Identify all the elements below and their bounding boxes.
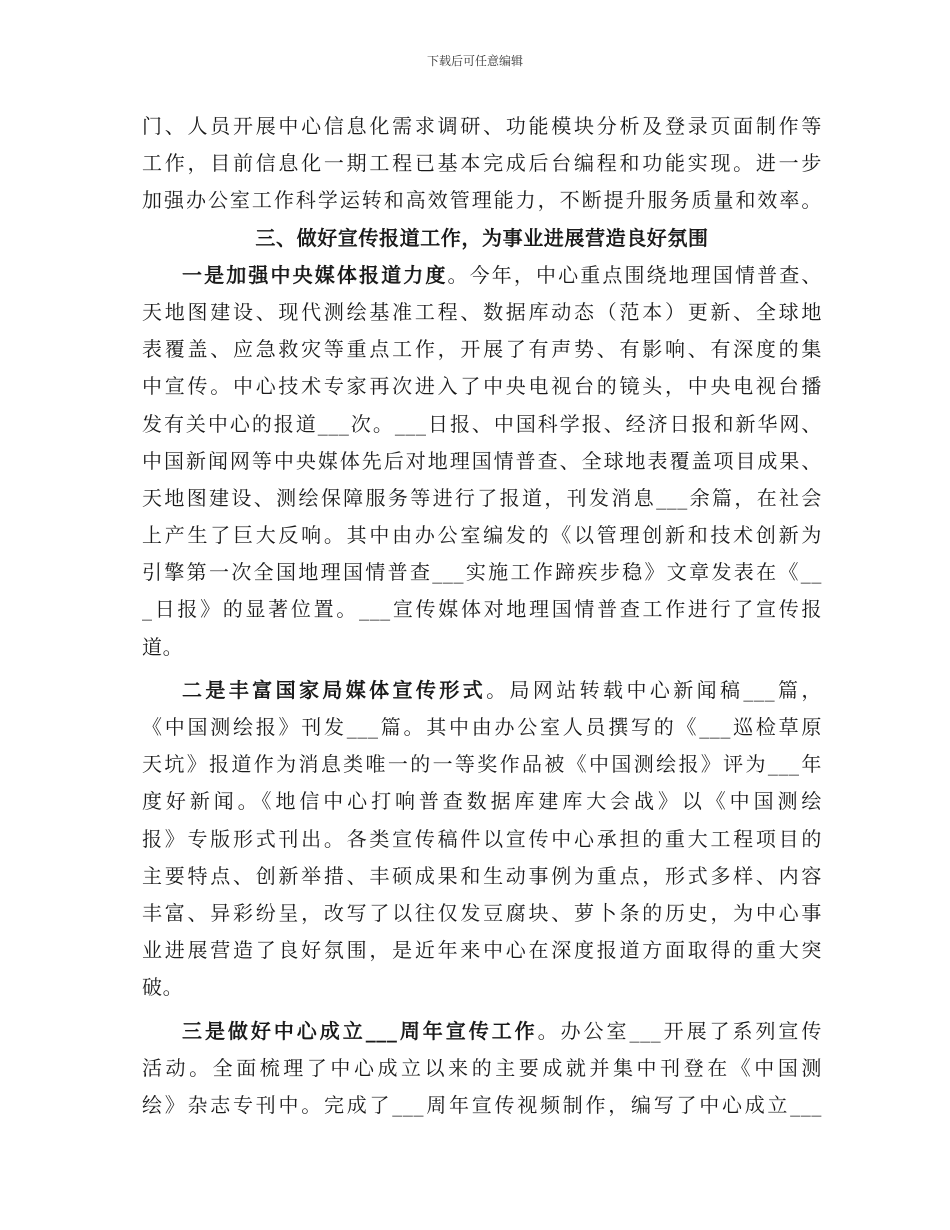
lead-rest: 。今年，中心重点围绕地理国情普查、 <box>447 262 822 287</box>
text-line: 天地图建设、测绘保障服务等进行了报道，刊发消息___余篇，在社会 <box>142 485 822 510</box>
text-line: 中国新闻网等中央媒体先后对地理国情普查、全球地表覆盖项目成果、 <box>142 448 822 473</box>
text-line: 工作，目前信息化一期工程已基本完成后台编程和功能实现。进一步 <box>142 151 822 176</box>
text-line: 中宣传。中心技术专家再次进入了中央电视台的镜头，中央电视台播 <box>142 374 822 399</box>
lead-bold: 三是做好中心成立___周年宣传工作 <box>182 1018 538 1043</box>
document-body <box>142 108 822 1124</box>
page-header: 下载后可任意编辑 <box>426 54 523 68</box>
text-line: 天坑》报道作为消息类唯一的一等奖作品被《中国测绘报》评为___年 <box>142 752 822 777</box>
lead-bold: 二是丰富国家局媒体宣传形式 <box>182 677 487 702</box>
text-line: 破。 <box>142 975 184 1000</box>
text-line <box>142 257 822 294</box>
text-line: 门、人员开展中心信息化需求调研、功能模块分析及登录页面制作等 <box>142 114 822 138</box>
lead-rest: 。局网站转载中心新闻稿___篇， <box>486 677 822 702</box>
text-line: 《中国测绘报》刊发___篇。其中由办公室人员撰写的《___巡检草原 <box>142 715 822 739</box>
text-line: 道。 <box>142 634 184 659</box>
text-line: 表覆盖、应急救灾等重点工作，开展了有声势、有影响、有深度的集 <box>142 337 822 362</box>
text-line: 丰富、异彩纷呈，改写了以往仅发豆腐块、萝卜条的历史，为中心事 <box>142 900 822 925</box>
text-line: 活动。全面梳理了中心成立以来的主要成就并集中刊登在《中国测 <box>142 1055 822 1080</box>
text-line: 引擎第一次全国地理国情普查___实施工作蹄疾步稳》文章发表在《__ <box>142 560 822 585</box>
lead-rest: 。办公室___开展了系列宣传 <box>537 1018 822 1043</box>
text-line: 主要特点、创新举措、丰硕成果和生动事例为重点，形式多样、内容 <box>142 863 822 888</box>
text-line: 上产生了巨大反响。其中由办公室编发的《以管理创新和技术创新为 <box>142 523 822 548</box>
text-line: 业进展营造了良好氛围，是近年来中心在深度报道方面取得的重大突 <box>142 938 822 963</box>
text-line: 绘》杂志专刊中。完成了___周年宣传视频制作，编写了中心成立___ <box>142 1092 822 1117</box>
text-line: 发有关中心的报道___次。___日报、中国科学报、经济日报和新华网、 <box>142 411 822 436</box>
text-line: 度好新闻。《地信中心打响普查数据库建库大会战》以《中国测绘 <box>142 789 822 814</box>
text-line: 天地图建设、现代测绘基准工程、数据库动态（范本）更新、全球地 <box>142 299 822 324</box>
text-line <box>142 672 822 709</box>
text-line: _日报》的显著位置。___宣传媒体对地理国情普查工作进行了宣传报 <box>142 597 822 622</box>
lead-bold: 一是加强中央媒体报道力度 <box>182 262 448 287</box>
text-line: 报》专版形式刊出。各类宣传稿件以宣传中心承担的重大工程项目的 <box>142 826 822 851</box>
text-line <box>142 1013 822 1050</box>
text-line: 加强办公室工作科学运转和高效管理能力，不断提升服务质量和效率。 <box>142 188 822 213</box>
section-heading: 三、做好宣传报道工作，为事业进展营造良好氛围 <box>255 225 709 250</box>
